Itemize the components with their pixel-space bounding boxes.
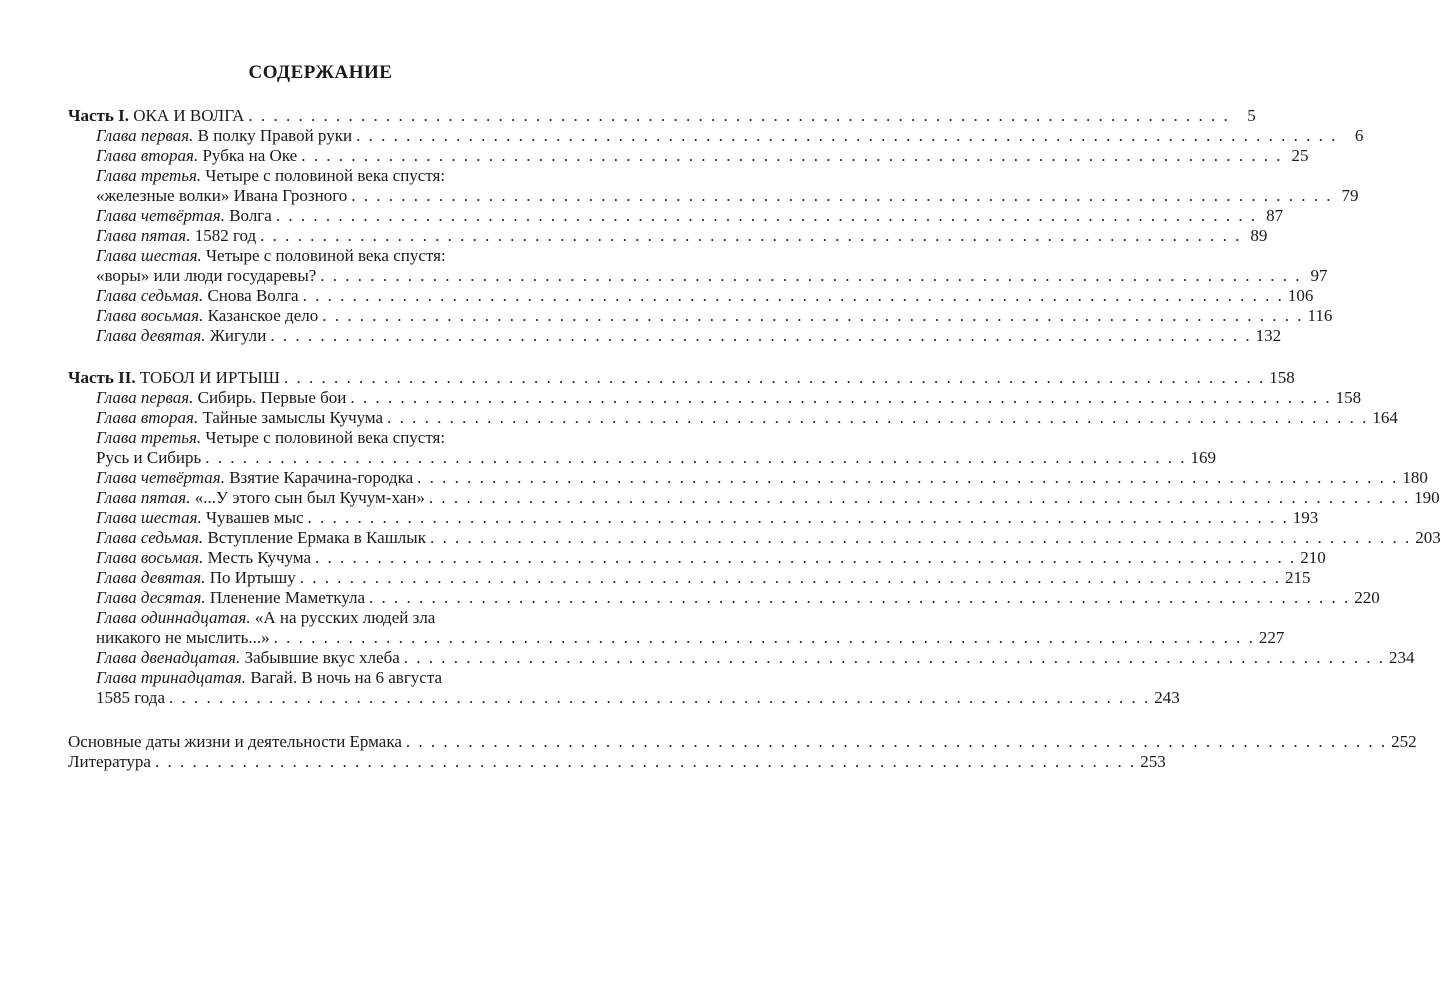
- page-number: 180: [1402, 468, 1428, 487]
- page-number: 164: [1372, 408, 1398, 427]
- leader-dots: . . . . . . . . . . . . . . . . . . . . . . . . . . . . . . . . . . . . . . . . . . . . . . . . . . . . . . . . . . . . . . . . . . . . . . . . . . . . . . .: [387, 408, 1369, 427]
- page-number: 243: [1154, 688, 1180, 707]
- leader-dots: . . . . . . . . . . . . . . . . . . . . . . . . . . . . . . . . . . . . . . . . . . . . . . . . . . . . . . . . . . . . . . . . . . . . . . . . . . . . . . .: [260, 226, 1242, 245]
- leader-dots: . . . . . . . . . . . . . . . . . . . . . . . . . . . . . . . . . . . . . . . . . . . . . . . . . . . . . . . . . . . . . . . . . . . . . . . . . . . . . . .: [429, 528, 1412, 547]
- leader-dots: . . . . . . . . . . . . . . . . . . . . . . . . . . . . . . . . . . . . . . . . . . . . . . . . . . . . . . . . . . . . . . . . . . . . . . . . . . . . . . .: [273, 628, 1255, 647]
- chapter-label: Глава десятая.: [96, 588, 206, 607]
- toc-chapter[interactable]: [96, 206, 1284, 226]
- chapter-title: Вступление Ермака в Кашлык: [207, 528, 426, 547]
- leader-dots: . . . . . . . . . . . . . . . . . . . . . . . . . . . . . . . . . . . . . . . . . . . . . . . . . . . . . . . . . . . . . . . . . . . . . . . . . . . . . . .: [248, 106, 1230, 125]
- toc-chapter[interactable]: [96, 226, 1268, 246]
- toc-chapter[interactable]: [96, 588, 1380, 608]
- toc-chapter[interactable]: [96, 488, 1440, 508]
- toc-chapter-continuation[interactable]: [96, 266, 1328, 286]
- chapter-title: Пленение Маметкула: [209, 588, 366, 607]
- chapter-label: Глава восьмая.: [96, 548, 204, 567]
- page-number: 253: [1140, 752, 1166, 771]
- chapter-title: Сибирь. Первые бои: [197, 388, 347, 407]
- toc-chapter-first-line[interactable]: [96, 246, 565, 266]
- chapter-title: Тайные замыслы Кучума: [202, 408, 384, 427]
- toc-chapter[interactable]: [96, 388, 1362, 408]
- leader-dots: . . . . . . . . . . . . . . . . . . . . . . . . . . . . . . . . . . . . . . . . . . . . . . . . . . . . . . . . . . . . . . . . . . . . . . . . . . . . . . .: [307, 508, 1289, 527]
- toc-chapter-continuation[interactable]: [96, 186, 1359, 206]
- leader-dots: . . . . . . . . . . . . . . . . . . . . . . . . . . . . . . . . . . . . . . . . . . . . . . . . . . . . . . . . . . . . . . . . . . . . . . . . . . . . . . .: [169, 688, 1151, 707]
- toc-chapter[interactable]: [96, 508, 1319, 528]
- chapter-title-continued: Русь и Сибирь: [96, 448, 202, 467]
- leader-dots: . . . . . . . . . . . . . . . . . . . . . . . . . . . . . . . . . . . . . . . . . . . . . . . . . . . . . . . . . . . . . . . . . . . . . . . . . . . . . . .: [301, 146, 1283, 165]
- chapter-title: Забывшие вкус хлеба: [244, 648, 400, 667]
- toc-chapter-continuation[interactable]: [96, 628, 1285, 648]
- toc-chapter-first-line[interactable]: [96, 166, 565, 186]
- leader-dots: . . . . . . . . . . . . . . . . . . . . . . . . . . . . . . . . . . . . . . . . . . . . . . . . . . . . . . . . . . . . . . . . . . . . . . . . . . . . . . .: [299, 568, 1281, 587]
- chapter-title: Четыре с половиной века спустя:: [206, 246, 446, 265]
- toc-extra-dates[interactable]: [68, 732, 1417, 752]
- toc-chapter[interactable]: [96, 326, 1282, 346]
- chapter-label: Глава девятая.: [96, 568, 206, 587]
- chapter-label: Глава вторая.: [96, 146, 199, 165]
- page-number: 158: [1269, 368, 1295, 387]
- toc-chapter-continuation[interactable]: [96, 448, 1217, 468]
- leader-dots: . . . . . . . . . . . . . . . . . . . . . . . . . . . . . . . . . . . . . . . . . . . . . . . . . . . . . . . . . . . . . . . . . . . . . . . . . . . . . . .: [403, 648, 1386, 667]
- leader-dots: . . . . . . . . . . . . . . . . . . . . . . . . . . . . . . . . . . . . . . . . . . . . . . . . . . . . . . . . . . . . . . . . . . . . . . . . . . . . . . .: [405, 732, 1388, 751]
- part-title: ОКА И ВОЛГА: [133, 106, 245, 125]
- chapter-label: Глава вторая.: [96, 408, 199, 427]
- chapter-title-continued: 1585 года: [96, 688, 166, 707]
- leader-dots: . . . . . . . . . . . . . . . . . . . . . . . . . . . . . . . . . . . . . . . . . . . . . . . . . . . . . . . . . . . . . . . . . . . . . . . . . . . . . . .: [417, 468, 1399, 487]
- chapter-label: Глава четвёртая.: [96, 206, 225, 225]
- leader-dots: . . . . . . . . . . . . . . . . . . . . . . . . . . . . . . . . . . . . . . . . . . . . . . . . . . . . . . . . . . . . . . . . . . . . . . . . . . . . . . .: [322, 306, 1304, 325]
- chapter-title: Снова Волга: [207, 286, 299, 305]
- chapter-label: Глава первая.: [96, 126, 194, 145]
- chapter-label: Глава шестая.: [96, 508, 202, 527]
- page-number: 193: [1292, 508, 1319, 527]
- leader-dots: . . . . . . . . . . . . . . . . . . . . . . . . . . . . . . . . . . . . . . . . . . . . . . . . . . . . . . . . . . . . . . . . . . . . . . . . . . . . . . .: [283, 368, 1266, 387]
- chapter-title-continued: никакого не мыслить...»: [96, 628, 270, 647]
- page-number: 132: [1255, 326, 1282, 345]
- chapter-label: Глава восьмая.: [96, 306, 204, 325]
- chapter-title: Четыре с половиной века спустя:: [205, 166, 446, 185]
- toc-part-2[interactable]: [68, 368, 1295, 388]
- page-number: 25: [1291, 146, 1309, 165]
- leader-dots: . . . . . . . . . . . . . . . . . . . . . . . . . . . . . . . . . . . . . . . . . . . . . . . . . . . . . . . . . . . . . . . . . . . . . . . . . . . . . . .: [205, 448, 1187, 467]
- leader-dots: . . . . . . . . . . . . . . . . . . . . . . . . . . . . . . . . . . . . . . . . . . . . . . . . . . . . . . . . . . . . . . . . . . . . . . . . . . . . . . .: [356, 126, 1338, 145]
- toc-chapter[interactable]: [96, 568, 1311, 588]
- chapter-label: Глава пятая.: [96, 488, 191, 507]
- chapter-label: Глава седьмая.: [96, 528, 204, 547]
- chapter-title: По Иртышу: [209, 568, 296, 587]
- part-title: ТОБОЛ И ИРТЫШ: [139, 368, 280, 387]
- toc-chapter[interactable]: [96, 528, 1441, 548]
- page-number: 158: [1335, 388, 1362, 407]
- page-title: СОДЕРЖАНИЕ: [248, 62, 393, 83]
- page-number: 106: [1287, 286, 1314, 305]
- toc-chapter[interactable]: [96, 468, 1428, 488]
- leader-dots: . . . . . . . . . . . . . . . . . . . . . . . . . . . . . . . . . . . . . . . . . . . . . . . . . . . . . . . . . . . . . . . . . . . . . . . . . . . . . . .: [275, 206, 1258, 225]
- leader-dots: . . . . . . . . . . . . . . . . . . . . . . . . . . . . . . . . . . . . . . . . . . . . . . . . . . . . . . . . . . . . . . . . . . . . . . . . . . . . . . .: [154, 752, 1137, 771]
- chapter-title: Взятие Карачина-городка: [229, 468, 414, 487]
- chapter-title: В полку Правой руки: [197, 126, 353, 145]
- chapter-label: Глава одиннадцатая.: [96, 608, 251, 627]
- page-number: 79: [1341, 186, 1359, 205]
- chapter-title: Казанское дело: [207, 306, 319, 325]
- page-number: 234: [1389, 648, 1415, 667]
- page-number: 252: [1391, 732, 1417, 751]
- chapter-label: Глава седьмая.: [96, 286, 204, 305]
- leader-dots: . . . . . . . . . . . . . . . . . . . . . . . . . . . . . . . . . . . . . . . . . . . . . . . . . . . . . . . . . . . . . . . . . . . . . . . . . . . . . . .: [315, 548, 1297, 567]
- chapter-label: Глава девятая.: [96, 326, 206, 345]
- chapter-label: Глава четвёртая.: [96, 468, 225, 487]
- chapter-label: Глава двенадцатая.: [96, 648, 241, 667]
- toc-chapter[interactable]: [96, 306, 1333, 326]
- chapter-title-continued: «железные волки» Ивана Грозного: [96, 186, 348, 205]
- toc-chapter-first-line[interactable]: [96, 608, 565, 628]
- leader-dots: . . . . . . . . . . . . . . . . . . . . . . . . . . . . . . . . . . . . . . . . . . . . . . . . . . . . . . . . . . . . . . . . . . . . . . . . . . . . . . .: [369, 588, 1351, 607]
- page-number: 6: [1354, 126, 1364, 145]
- extra-title: Литература: [68, 752, 151, 771]
- part-label: Часть II.: [68, 368, 136, 387]
- page-number: 220: [1354, 588, 1380, 607]
- part-label: Часть I.: [68, 106, 129, 125]
- page-number: 5: [1247, 106, 1256, 125]
- chapter-label: Глава третья.: [96, 166, 202, 185]
- chapter-title: Вагай. В ночь на 6 августа: [250, 668, 443, 687]
- toc-chapter-first-line[interactable]: [96, 668, 565, 688]
- toc-chapter[interactable]: [96, 286, 1314, 306]
- chapter-title: Месть Кучума: [207, 548, 312, 567]
- leader-dots: . . . . . . . . . . . . . . . . . . . . . . . . . . . . . . . . . . . . . . . . . . . . . . . . . . . . . . . . . . . . . . . . . . . . . . . . . . . . . . .: [302, 286, 1284, 305]
- page-number: 203: [1415, 528, 1441, 547]
- chapter-title: Рубка на Оке: [202, 146, 298, 165]
- page-number: 116: [1307, 306, 1333, 325]
- toc-chapter-continuation[interactable]: [96, 688, 1180, 708]
- leader-dots: . . . . . . . . . . . . . . . . . . . . . . . . . . . . . . . . . . . . . . . . . . . . . . . . . . . . . . . . . . . . . . . . . . . . . . . . . . . . . . .: [320, 266, 1302, 285]
- page-number: 210: [1300, 548, 1326, 567]
- chapter-title: Чувашев мыс: [206, 508, 304, 527]
- toc-chapter[interactable]: [96, 648, 1415, 668]
- chapter-title: 1582 год: [194, 226, 257, 245]
- leader-dots: . . . . . . . . . . . . . . . . . . . . . . . . . . . . . . . . . . . . . . . . . . . . . . . . . . . . . . . . . . . . . . . . . . . . . . . . . . . . . . .: [351, 186, 1333, 205]
- chapter-title-continued: «воры» или люди государевы?: [96, 266, 317, 285]
- chapter-title: Жигули: [209, 326, 267, 345]
- chapter-label: Глава третья.: [96, 428, 202, 447]
- chapter-title: «...У этого сын был Кучум-хан»: [194, 488, 425, 507]
- leader-dots: . . . . . . . . . . . . . . . . . . . . . . . . . . . . . . . . . . . . . . . . . . . . . . . . . . . . . . . . . . . . . . . . . . . . . . . . . . . . . . .: [350, 388, 1332, 407]
- toc-chapter[interactable]: [96, 126, 1364, 146]
- toc-chapter[interactable]: [96, 548, 1326, 568]
- toc-part-1[interactable]: [68, 106, 1256, 126]
- leader-dots: . . . . . . . . . . . . . . . . . . . . . . . . . . . . . . . . . . . . . . . . . . . . . . . . . . . . . . . . . . . . . . . . . . . . . . . . . . . . . . .: [428, 488, 1411, 507]
- page-number: 87: [1266, 206, 1284, 225]
- chapter-title: Четыре с половиной века спустя:: [205, 428, 446, 447]
- page-number: 89: [1250, 226, 1268, 245]
- page-number: 169: [1190, 448, 1217, 467]
- chapter-label: Глава тринадцатая.: [96, 668, 247, 687]
- chapter-label: Глава шестая.: [96, 246, 202, 265]
- chapter-label: Глава пятая.: [96, 226, 191, 245]
- page-number: 215: [1284, 568, 1311, 587]
- chapter-title: «А на русских людей зла: [254, 608, 436, 627]
- chapter-title: Волга: [229, 206, 272, 225]
- extra-title: Основные даты жизни и деятельности Ермака: [68, 732, 402, 751]
- page-number: 97: [1310, 266, 1328, 285]
- toc-extra-literature[interactable]: [68, 752, 1166, 772]
- toc-chapter[interactable]: [96, 408, 1398, 428]
- toc-chapter[interactable]: [96, 146, 1309, 166]
- leader-dots: . . . . . . . . . . . . . . . . . . . . . . . . . . . . . . . . . . . . . . . . . . . . . . . . . . . . . . . . . . . . . . . . . . . . . . . . . . . . . . .: [270, 326, 1252, 345]
- page-number: 227: [1258, 628, 1285, 647]
- toc-chapter-first-line[interactable]: [96, 428, 565, 448]
- chapter-label: Глава первая.: [96, 388, 194, 407]
- page-number: 190: [1414, 488, 1440, 507]
